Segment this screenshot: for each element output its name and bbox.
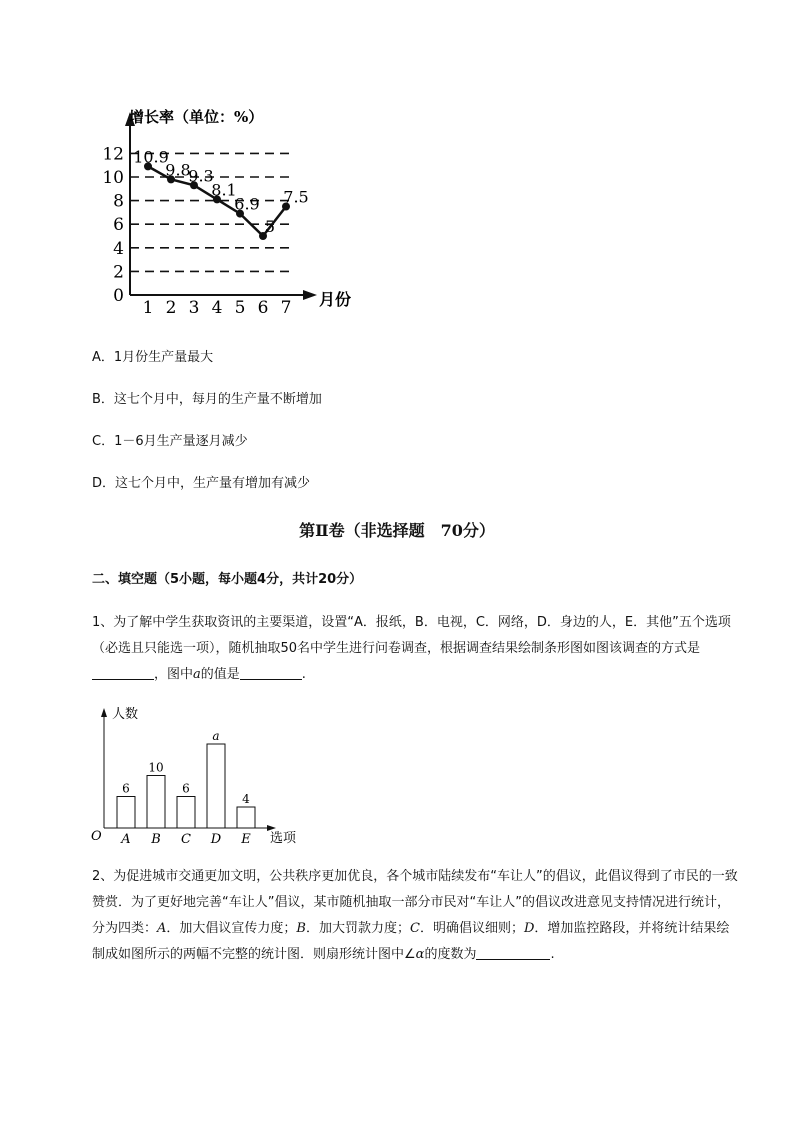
- bar-E: [237, 807, 255, 828]
- bar-value-label: 10: [148, 760, 164, 775]
- q2-label-b: B: [296, 921, 306, 936]
- q1-text-3: 的值是: [200, 667, 240, 682]
- growth-line-chart: [95, 100, 375, 325]
- q1-blank-1: [92, 665, 154, 680]
- x-tick-label: 4: [211, 298, 223, 318]
- q2-alpha: α: [415, 947, 425, 962]
- x-tick-label: 1: [142, 298, 154, 318]
- data-label: 7.5: [283, 187, 309, 207]
- data-label: 9.3: [188, 166, 214, 186]
- bar-value-label: a: [212, 729, 220, 743]
- q2-text-c: ．明确倡议细则；: [419, 921, 524, 936]
- bar-category-label: E: [241, 832, 251, 847]
- bar-C: [177, 797, 195, 829]
- q2-text-end-2: .: [550, 947, 555, 962]
- bar-category-label: D: [210, 832, 222, 847]
- q1-text-4: .: [301, 667, 306, 682]
- q1-blank-2: [240, 665, 302, 680]
- data-label: 10.9: [133, 147, 169, 167]
- option-b: B．这七个月中，每月的生产量不断增加: [92, 392, 322, 407]
- option-a: A．1月份生产量最大: [92, 350, 214, 365]
- data-label: 8.1: [211, 180, 237, 200]
- q1-var-a: a: [193, 667, 201, 682]
- x-tick-label: 5: [234, 298, 246, 318]
- q1-text-2: ，图中: [154, 667, 194, 682]
- bar-chart-origin: O: [91, 829, 102, 844]
- data-label: 6.9: [234, 194, 260, 214]
- x-tick-label: 2: [165, 298, 177, 318]
- bar-chart-xlabel: 选项: [270, 831, 297, 846]
- q2-blank: [476, 945, 550, 960]
- bar-A: [117, 797, 135, 829]
- question-1: [92, 610, 742, 688]
- bar-D: [207, 744, 225, 828]
- y-tick-label: 4: [113, 238, 124, 259]
- bar-chart-ylabel: 人数: [112, 707, 139, 722]
- y-tick-label: 0: [113, 286, 124, 306]
- data-label: 9.8: [165, 160, 191, 180]
- option-d: D．这七个月中，生产量有增加有减少: [92, 476, 311, 491]
- y-tick-label: 10: [102, 168, 124, 188]
- q2-label-d: D: [523, 921, 535, 936]
- bar-value-label: 6: [182, 781, 190, 796]
- line-chart-ylabel: 增长率（单位：%）: [129, 108, 264, 126]
- bar-category-label: C: [181, 832, 191, 847]
- q2-label-c: C: [410, 921, 420, 936]
- q2-label-a: A: [157, 921, 167, 936]
- y-tick-label: 6: [113, 215, 124, 236]
- q2-text-end-1: 的度数为: [424, 947, 477, 962]
- bar-value-label: 6: [122, 781, 130, 796]
- y-tick-label: 8: [113, 191, 124, 212]
- data-label: 5: [264, 217, 276, 236]
- y-tick-label: 12: [102, 144, 124, 165]
- part-title: 二、填空题（5小题，每小题4分，共计20分）: [92, 572, 363, 587]
- survey-bar-chart: [88, 702, 308, 852]
- q2-text-d: ．增加监控路段，并将统计结果绘制成如图所示的两幅不完整的统计图．则扇形统计图中∠: [92, 921, 730, 962]
- q2-text-a: ．加大倡议宣传力度；: [166, 921, 297, 936]
- x-tick-label: 3: [188, 298, 200, 318]
- section-title: 第Ⅱ卷（非选择题 70分）: [299, 521, 495, 540]
- y-tick-label: 2: [113, 262, 124, 283]
- bar-y-axis-arrow: [101, 708, 107, 717]
- option-c: C．1－6月生产量逐月减少: [92, 434, 248, 449]
- x-axis-arrow: [303, 290, 317, 300]
- q1-text-1: 1、为了解中学生获取资讯的主要渠道，设置“A．报纸，B．电视，C．网络，D．身边的人，E．其他”五个选项（必选且只能选一项），随机抽取50名中学生进行问卷调查，根据调查结果绘制条形图如图该调查的方式是: [92, 615, 731, 656]
- bar-B: [147, 776, 165, 829]
- bar-category-label: A: [121, 832, 131, 847]
- bar-value-label: 4: [242, 792, 250, 806]
- bar-category-label: B: [151, 832, 161, 847]
- q2-text-b: ．加大罚款力度；: [305, 921, 410, 936]
- line-chart-xlabel: 月份: [319, 290, 352, 309]
- question-2: [92, 864, 742, 968]
- q2-text-1: 2、为促进城市交通更加文明，公共秩序更加优良，各个城市陆续发布“车让人”的倡议，此倡议得到了市民的一致赞赏．为了更好地完善“车让人”倡议，某市随机抽取一部分市民对“车让人”的倡议改进意见支持情况进行统计，分为四类：: [92, 869, 738, 936]
- x-tick-label: 6: [257, 298, 269, 318]
- x-tick-label: 7: [280, 298, 292, 318]
